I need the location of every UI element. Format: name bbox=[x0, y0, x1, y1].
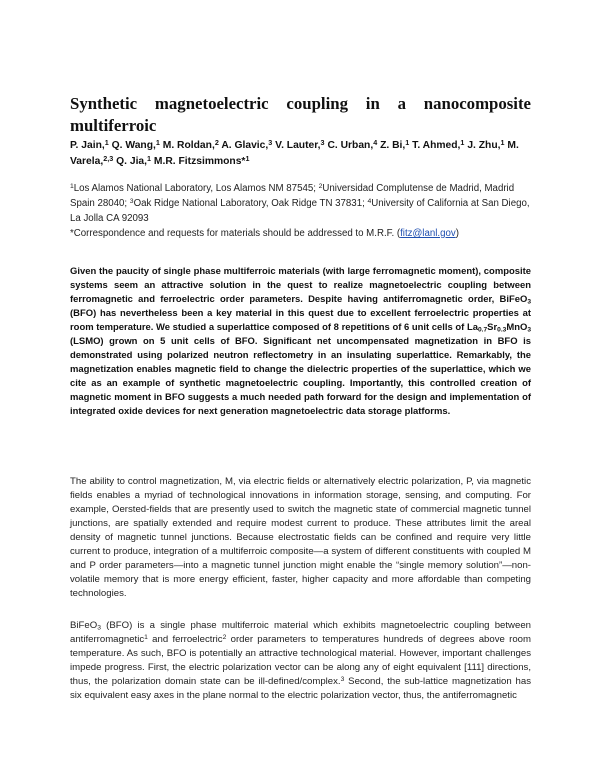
author bbox=[153, 153, 250, 167]
affiliation-list bbox=[70, 181, 531, 226]
affiliation-mark: 1 bbox=[500, 137, 505, 147]
author-list bbox=[70, 138, 531, 170]
author-name: Q. Jia, bbox=[116, 156, 148, 167]
affiliation-number: 2 bbox=[318, 182, 323, 190]
author bbox=[275, 137, 325, 151]
subscript: 0.3 bbox=[497, 326, 507, 334]
author bbox=[327, 137, 378, 151]
subscript: 3 bbox=[97, 624, 101, 632]
affiliation-mark: 1 bbox=[104, 137, 109, 147]
author-name: M.R. Fitzsimmons* bbox=[153, 156, 246, 167]
affiliation-mark: 2,3 bbox=[103, 153, 114, 163]
correspondence-note bbox=[70, 226, 531, 241]
abstract-text: (LSMO) grown on 5 unit cells of BFO. Significant net uncompensated magnetization in BFO is demonstrated using polarized neutron reflectometry in an insulating superlattice. Remarkably, the magnetization enables magnetic field to change the dielectric properties of the superlattice, which we cite as an example of synthetic magnetoelectric coupling. Importantly, this controlled creation of magnetic moment in BFO suggests a much needed path forward for the design and implementation of integrated oxide devices for next generation magnetoelectric data storage platforms. bbox=[70, 336, 531, 417]
abstract-text: (BFO) has nevertheless been a key material in this quest due to excellent ferroelectric properties at room temperature. We studied a superlattice composed of 8 repetitions of 6 unit cells of La bbox=[70, 308, 531, 333]
affiliation-mark: 2 bbox=[214, 137, 219, 147]
paper-title: Synthetic magnetoelectric coupling in a nanocomposite multiferroic bbox=[70, 94, 531, 135]
correspondence-text: *Correspondence and requests for materials should be addressed to M.R.F. ( bbox=[70, 228, 401, 239]
author bbox=[221, 137, 273, 151]
abstract bbox=[70, 265, 531, 419]
author-name: A. Glavic, bbox=[221, 140, 269, 151]
affiliation-mark: 1 bbox=[460, 137, 465, 147]
paragraph-text: and ferroelectric bbox=[147, 634, 223, 645]
reference-mark: 1 bbox=[144, 633, 148, 641]
subscript: 3 bbox=[527, 298, 531, 306]
author-name: C. Urban, bbox=[327, 140, 374, 151]
affiliation-mark: 1 bbox=[155, 137, 160, 147]
author bbox=[70, 137, 109, 151]
paragraph-text: (BFO) is a single phase multiferroic material which exhibits magnetoelectric coupling between antiferromagnetic bbox=[70, 620, 531, 645]
correspondence-close: ) bbox=[455, 228, 459, 239]
affiliation-mark: 1 bbox=[245, 153, 250, 163]
author-name: T. Ahmed, bbox=[412, 140, 461, 151]
affiliation-number: 3 bbox=[129, 197, 134, 205]
formula-text: MnO bbox=[506, 322, 528, 333]
author-name: P. Jain, bbox=[70, 140, 105, 151]
affiliation-mark: 3 bbox=[268, 137, 273, 147]
author bbox=[111, 137, 160, 151]
subscript: 3 bbox=[527, 326, 531, 334]
author-name: Z. Bi, bbox=[380, 140, 406, 151]
body-paragraph: The ability to control magnetization, M, via electric fields or alternatively electric polarization, P, via magnetic fields enables a myriad of technological innovations in information storage, sensing, and computing. For example, Oersted-fields that are presently used to switch the magnetic state of commercial magnetic tunnel junctions, are spatially extended and require modest current to produce. These attributes limit the areal density of magnetic tunnel junctions. Because electrostatic fields can be confined and require very little current to produce, integration of a multiferroic composite—a system of different constituents with coupled M and P order parameters—into a magnetic tunnel junction might enable the “single memory solution”—non-volatile memory that is more energy efficient, faster, higher capacity and more affordable than competing technologies. bbox=[70, 476, 531, 599]
author bbox=[380, 137, 410, 151]
email-link[interactable]: fitz@lanl.gov bbox=[400, 228, 456, 239]
body-paragraph bbox=[70, 619, 531, 703]
author-name: M. Varela, bbox=[70, 140, 519, 167]
author-name: Q. Wang, bbox=[111, 140, 156, 151]
reference-mark: 3 bbox=[340, 675, 345, 683]
affiliation-number: 1 bbox=[70, 182, 74, 190]
author bbox=[467, 137, 505, 151]
abstract-text: Given the paucity of single phase multiferroic materials (with large ferromagnetic moment), composite systems seem an attractive solution in the quest to realize magnetoelectric coupling between ferromagnetic and ferroelectric order parameters. Despite having antiferromagnetic order, BiFeO bbox=[70, 266, 531, 305]
affiliation-text: Universidad Complutense de Madrid, Madrid Spain 28040; bbox=[70, 183, 515, 209]
subscript: 0.7 bbox=[477, 326, 488, 334]
affiliation-number: 4 bbox=[367, 197, 372, 205]
author-name: J. Zhu, bbox=[467, 140, 501, 151]
affiliation-mark: 3 bbox=[320, 137, 325, 147]
author bbox=[162, 137, 219, 151]
affiliation-text: University of California at San Diego, La Jolla CA 92093 bbox=[70, 198, 530, 224]
author-name: M. Roldan, bbox=[162, 140, 215, 151]
affiliations-block bbox=[70, 181, 531, 241]
affiliation-mark: 1 bbox=[147, 153, 152, 163]
affiliation-text: Oak Ridge National Laboratory, Oak Ridge TN 37831; bbox=[133, 198, 368, 209]
formula-text: BiFeO bbox=[70, 620, 98, 631]
affiliation-mark: 1 bbox=[405, 137, 410, 147]
author bbox=[116, 153, 152, 167]
paragraph-text: Second, the sub-lattice magnetization has six equivalent easy axes in the plane normal to the electric polarization vector, thus, the antiferromagnetic bbox=[70, 676, 531, 701]
formula-text: Sr bbox=[487, 322, 498, 333]
affiliation-mark: 4 bbox=[373, 137, 378, 147]
paragraph-text: order parameters to temperatures hundreds of degrees above room temperature. As such, BFO is potentially an attractive technological material. However, important challenges impede progress. First, the electric polarization vector can be along any of eight equivalent [111] directions, thus, the polarization domain state can be ill-defined/complex. bbox=[70, 634, 532, 687]
author-name: V. Lauter, bbox=[275, 140, 321, 151]
author bbox=[412, 137, 465, 151]
affiliation-text: Los Alamos National Laboratory, Los Alamos NM 87545; bbox=[73, 183, 319, 194]
reference-mark: 2 bbox=[222, 633, 227, 641]
